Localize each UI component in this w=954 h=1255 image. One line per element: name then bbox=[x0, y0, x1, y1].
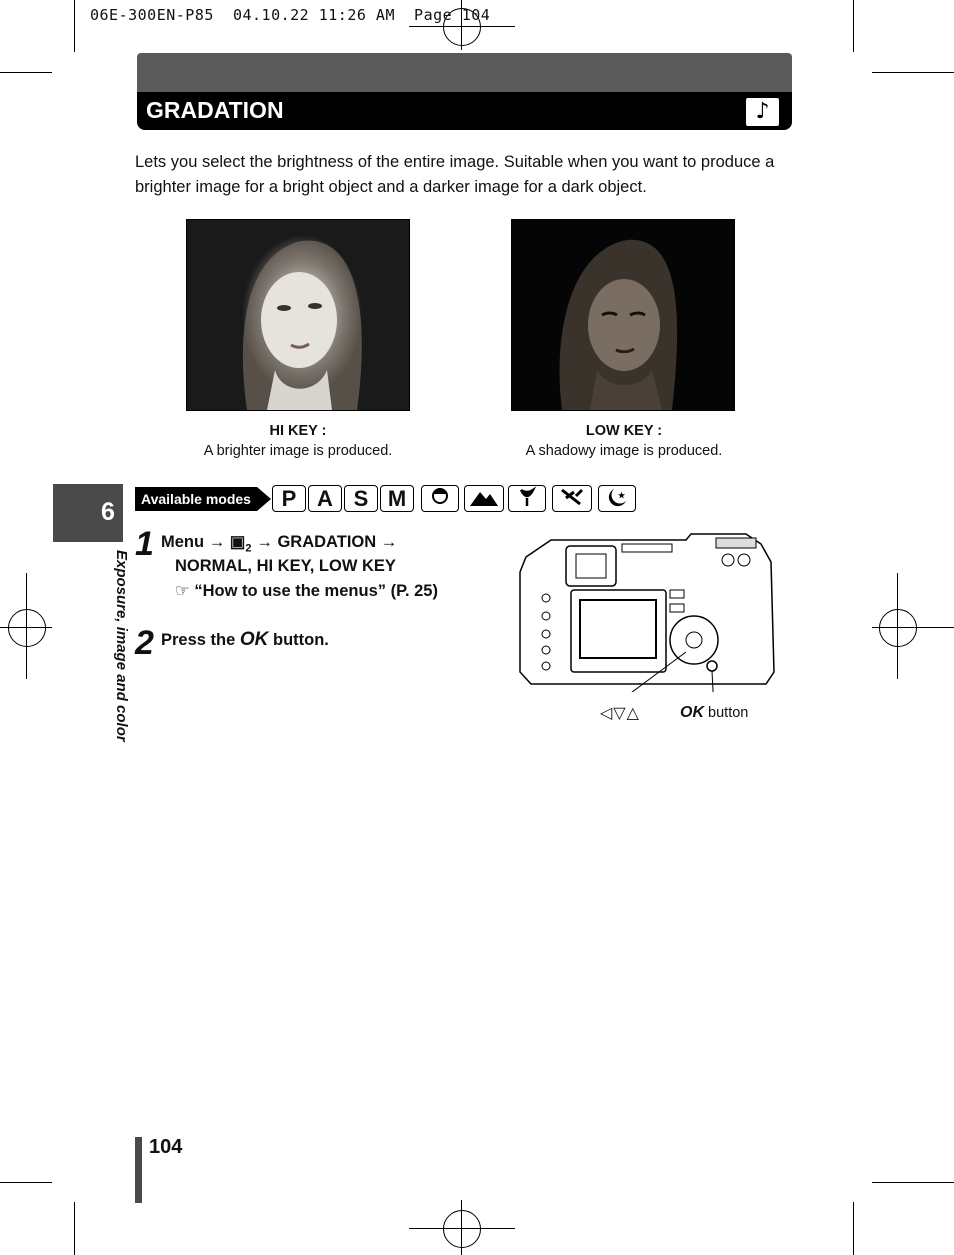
mode-a: A bbox=[308, 485, 342, 512]
gradation-label: GRADATION bbox=[277, 533, 377, 551]
menu-label: Menu bbox=[161, 533, 205, 551]
mode-s: S bbox=[344, 485, 378, 512]
print-slug: 06E-300EN-P85 04.10.22 11:26 AM Page 104 bbox=[90, 6, 491, 24]
hi-key-label: HI KEY : bbox=[269, 423, 327, 439]
hi-key-caption bbox=[168, 421, 428, 461]
header-band bbox=[137, 53, 792, 93]
hi-key-desc: A brighter image is produced. bbox=[203, 443, 393, 459]
night-portrait-icon bbox=[598, 485, 636, 512]
low-key-caption bbox=[494, 421, 754, 461]
sports-icon bbox=[552, 485, 592, 512]
step-1-number: 1 bbox=[135, 525, 154, 563]
macro-icon bbox=[508, 485, 546, 512]
step-1-ref bbox=[175, 579, 438, 603]
hi-key-photo bbox=[186, 219, 410, 411]
step-2-press: Press the bbox=[161, 631, 236, 649]
portrait-icon bbox=[421, 485, 459, 512]
camera-back-diagram bbox=[516, 532, 778, 692]
intro-text: Lets you select the brightness of the entire image. Suitable when you want to produce a brighter image for a bright object and a darker image for a dark object. bbox=[135, 153, 775, 196]
menu-reference: “How to use the menus” (P. 25) bbox=[194, 582, 438, 600]
chapter-number: 6 bbox=[101, 498, 115, 526]
arrow-pad-icons: ◁▽△ bbox=[600, 705, 640, 722]
step-1-options: NORMAL, HI KEY, LOW KEY bbox=[175, 557, 396, 575]
landscape-icon bbox=[464, 485, 504, 512]
ok-button-caption bbox=[680, 704, 748, 722]
ok-button-label: OK bbox=[239, 629, 269, 650]
page-number-bar bbox=[135, 1137, 142, 1203]
step-2-button: button. bbox=[272, 631, 329, 649]
step-2-number: 2 bbox=[135, 624, 154, 662]
available-modes-label: Available modes bbox=[135, 487, 257, 511]
low-key-desc: A shadowy image is produced. bbox=[525, 443, 723, 459]
camera-menu-icon: $▣_2$ bbox=[229, 533, 252, 555]
arrow-icon: → bbox=[208, 533, 226, 551]
chapter-title: Exposure, image and color bbox=[113, 550, 130, 742]
arrow-icon: → bbox=[380, 533, 398, 551]
mode-m: M bbox=[380, 485, 414, 512]
chapter-tab bbox=[53, 484, 123, 542]
page-title: GRADATION bbox=[146, 97, 284, 123]
low-key-photo bbox=[511, 219, 735, 411]
mode-p: P bbox=[272, 485, 306, 512]
pointing-hand-icon: ☞ bbox=[175, 582, 190, 600]
svg-text:★: ★ bbox=[618, 491, 626, 500]
arrow-icon: → bbox=[256, 533, 273, 551]
camera-menu-subscript: 2 bbox=[245, 542, 252, 555]
ok-caption-label: OK bbox=[680, 704, 704, 721]
page-number: 104 bbox=[149, 1136, 183, 1158]
custom-menu-icon: ♪ bbox=[746, 98, 779, 126]
low-key-label: LOW KEY : bbox=[585, 423, 663, 439]
step-2-text bbox=[161, 628, 329, 652]
button-caption: button bbox=[708, 705, 749, 721]
